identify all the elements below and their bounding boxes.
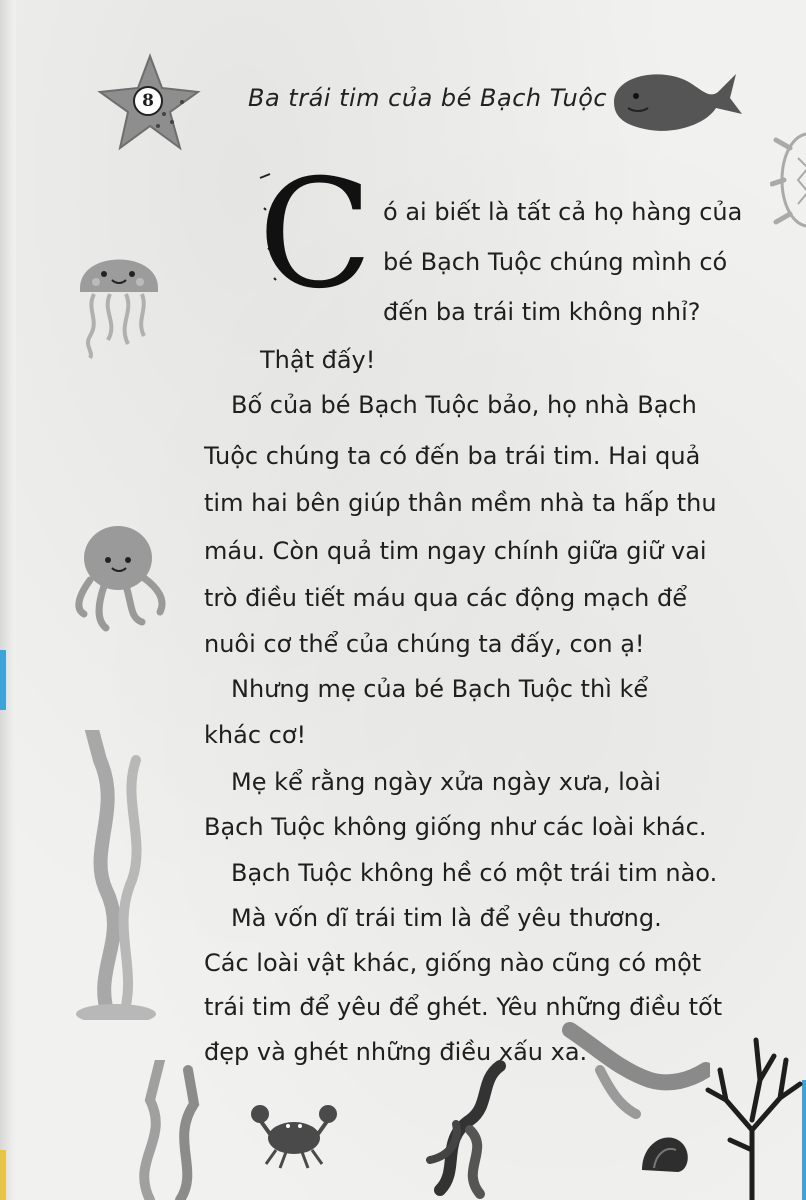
story-line: Bạch Tuộc không giống như các loài khác. [204,813,707,841]
story-line: máu. Còn quả tim ngay chính giữa giữ vai [204,537,707,565]
drop-cap: C [258,148,373,322]
story-line: Tuộc chúng ta có đến ba trái tim. Hai quả [204,442,701,470]
edge-color-strip [0,1150,6,1200]
story-line: Bố của bé Bạch Tuộc bảo, họ nhà Bạch [231,391,697,419]
story-line: Mà vốn dĩ trái tim là để yêu thương. [231,904,662,932]
story-line: Các loài vật khác, giống nào cũng có một [204,949,702,977]
page-binding-edge [0,0,16,1200]
story-line: bé Bạch Tuộc chúng mình có [383,248,728,276]
shell-icon [638,1130,694,1176]
story-line: Mẹ kể rằng ngày xửa ngày xưa, loài [231,768,661,796]
coral-icon [700,1020,806,1200]
page-number: 8 [133,86,163,116]
turtle-icon [770,118,806,248]
crab-icon [246,1090,342,1170]
story-line: Bạch Tuộc không hề có một trái tim nào. [231,859,718,887]
story-line: trái tim để yêu để ghét. Yêu những điều tốt [204,993,723,1021]
story-line: nuôi cơ thể của chúng ta đấy, con ạ! [204,630,645,658]
story-line: ó ai biết là tất cả họ hàng của [383,198,743,226]
story-line: Nhưng mẹ của bé Bạch Tuộc thì kể [231,675,649,703]
story-line: tim hai bên giúp thân mềm nhà ta hấp thu [204,489,717,517]
edge-color-strip [0,650,6,710]
whale-icon [606,62,746,142]
octopus-icon [70,518,170,638]
seaweed-icon [420,1060,530,1200]
story-line: đến ba trái tim không nhỉ? [383,298,701,326]
story-line: đẹp và ghét những điều xấu xa. [204,1038,588,1066]
story-line: Thật đấy! [260,346,376,374]
seaweed-icon [120,1060,230,1200]
chapter-title: Ba trái tim của bé Bạch Tuộc [248,84,608,112]
story-line: trò điều tiết máu qua các động mạch để [204,584,687,612]
seaweed-icon [70,730,160,1020]
story-line: khác cơ! [204,721,307,749]
jellyfish-icon [74,240,164,360]
